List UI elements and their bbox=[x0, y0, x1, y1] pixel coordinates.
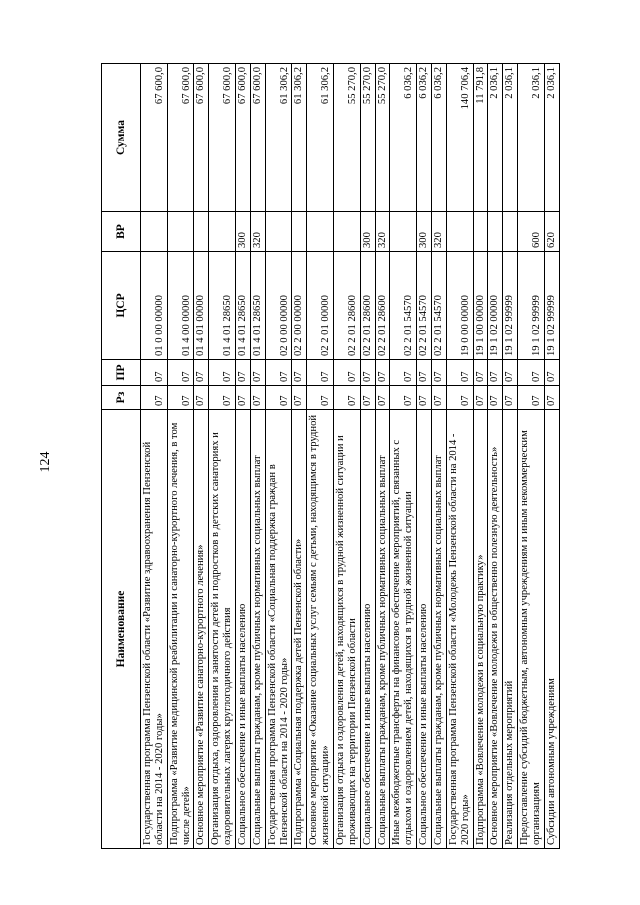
cell-name: Основное мероприятие «Вовлечение молодежи в общественно полезную деятельность» bbox=[488, 410, 503, 849]
cell-vr bbox=[488, 212, 503, 252]
cell-rz: 07 bbox=[432, 386, 447, 410]
cell-sum: 67 600,0 bbox=[194, 64, 209, 212]
cell-sum: 55 270,0 bbox=[360, 64, 375, 212]
cell-pr: 07 bbox=[236, 360, 251, 386]
cell-vr bbox=[194, 212, 209, 252]
cell-sum: 55 270,0 bbox=[375, 64, 390, 212]
cell-sum: 67 600,0 bbox=[209, 64, 236, 212]
cell-vr bbox=[390, 212, 417, 252]
table-row bbox=[360, 64, 375, 849]
cell-sum: 140 706,4 bbox=[446, 64, 473, 212]
cell-pr: 07 bbox=[250, 360, 265, 386]
cell-rz: 07 bbox=[390, 386, 417, 410]
table-row bbox=[518, 64, 545, 849]
cell-vr bbox=[446, 212, 473, 252]
cell-name: Социальные выплаты гражданам, кроме публичных нормативных социальных выплат bbox=[375, 410, 390, 849]
header-vr: ВР bbox=[102, 212, 141, 252]
cell-sum: 67 600,0 bbox=[141, 64, 168, 212]
cell-name: Социальное обеспечение и иные выплаты населению bbox=[417, 410, 432, 849]
cell-pr: 07 bbox=[360, 360, 375, 386]
header-csr: ЦСР bbox=[102, 252, 141, 360]
table-row bbox=[292, 64, 307, 849]
cell-sum: 67 600,0 bbox=[167, 64, 194, 212]
cell-csr: 02 2 00 00000 bbox=[292, 252, 307, 360]
cell-name: Основное мероприятие «Развитие санаторно-курортного лечения» bbox=[194, 410, 209, 849]
cell-vr bbox=[265, 212, 292, 252]
cell-vr bbox=[167, 212, 194, 252]
page-number: 124 bbox=[38, 451, 53, 473]
table-row bbox=[390, 64, 417, 849]
cell-sum: 61 306,2 bbox=[307, 64, 334, 212]
cell-vr: 300 bbox=[417, 212, 432, 252]
cell-vr: 600 bbox=[518, 212, 545, 252]
header-rz: Рз bbox=[102, 386, 141, 410]
cell-pr: 07 bbox=[417, 360, 432, 386]
cell-csr: 01 4 01 00000 bbox=[194, 252, 209, 360]
cell-sum: 55 270,0 bbox=[334, 64, 361, 212]
cell-vr bbox=[141, 212, 168, 252]
table-row bbox=[375, 64, 390, 849]
cell-rz: 07 bbox=[209, 386, 236, 410]
cell-name: Социальные выплаты гражданам, кроме публичных нормативных социальных выплат bbox=[250, 410, 265, 849]
cell-rz: 07 bbox=[488, 386, 503, 410]
cell-name: Организация отдыха и оздоровления детей, находящихся в трудной жизненной ситуации и проживающих на территории Пензенской области bbox=[334, 410, 361, 849]
cell-sum: 2 036,1 bbox=[518, 64, 545, 212]
cell-name: Государственная программа Пензенской области «Развитие здравоохранения Пензенской области на 2014 - 2020 годы» bbox=[141, 410, 168, 849]
cell-rz: 07 bbox=[292, 386, 307, 410]
cell-sum: 2 036,1 bbox=[488, 64, 503, 212]
cell-csr: 02 2 01 28600 bbox=[360, 252, 375, 360]
cell-csr: 02 2 01 54570 bbox=[432, 252, 447, 360]
header-sum: Сумма bbox=[102, 64, 141, 212]
cell-pr: 07 bbox=[334, 360, 361, 386]
cell-sum: 6 036,2 bbox=[417, 64, 432, 212]
cell-name: Подпрограмма «Развитие медицинской реабилитации и санаторно-курортного лечения, в том числе детей» bbox=[167, 410, 194, 849]
cell-csr: 19 1 02 99999 bbox=[518, 252, 545, 360]
cell-name: Реализация отдельных мероприятий bbox=[503, 410, 518, 849]
cell-csr: 01 0 00 00000 bbox=[141, 252, 168, 360]
cell-pr: 07 bbox=[375, 360, 390, 386]
cell-vr: 300 bbox=[236, 212, 251, 252]
cell-vr bbox=[307, 212, 334, 252]
cell-sum: 61 306,2 bbox=[292, 64, 307, 212]
cell-rz: 07 bbox=[360, 386, 375, 410]
cell-vr: 620 bbox=[544, 212, 559, 252]
table-row bbox=[432, 64, 447, 849]
table-row bbox=[307, 64, 334, 849]
table-row bbox=[488, 64, 503, 849]
cell-pr: 07 bbox=[194, 360, 209, 386]
cell-rz: 07 bbox=[167, 386, 194, 410]
table-row bbox=[446, 64, 473, 849]
cell-rz: 07 bbox=[544, 386, 559, 410]
rotated-table-container bbox=[101, 64, 611, 849]
cell-name: Социальное обеспечение и иные выплаты населению bbox=[360, 410, 375, 849]
cell-name: Государственная программа Пензенской области «Молодежь Пензенской области на 2014 - 2020 годы» bbox=[446, 410, 473, 849]
cell-rz: 07 bbox=[417, 386, 432, 410]
cell-rz: 07 bbox=[518, 386, 545, 410]
cell-name: Подпрограмма «Вовлечение молодежи в социальную практику» bbox=[473, 410, 488, 849]
cell-rz: 07 bbox=[334, 386, 361, 410]
cell-vr: 320 bbox=[250, 212, 265, 252]
cell-rz: 07 bbox=[307, 386, 334, 410]
table-row bbox=[503, 64, 518, 849]
cell-name: Предоставление субсидий бюджетным, автономным учреждениям и иным некоммерческим организациям bbox=[518, 410, 545, 849]
table-row bbox=[265, 64, 292, 849]
cell-rz: 07 bbox=[473, 386, 488, 410]
cell-rz: 07 bbox=[194, 386, 209, 410]
table-row bbox=[544, 64, 559, 849]
cell-name: Государственная программа Пензенской области «Социальная поддержка граждан в Пензенской области на 2014 - 2020 годы» bbox=[265, 410, 292, 849]
cell-csr: 01 4 01 28650 bbox=[209, 252, 236, 360]
cell-sum: 67 600,0 bbox=[250, 64, 265, 212]
header-pr: ПР bbox=[102, 360, 141, 386]
cell-csr: 19 1 02 00000 bbox=[488, 252, 503, 360]
cell-sum: 2 036,1 bbox=[503, 64, 518, 212]
header-name: Наименование bbox=[102, 410, 141, 849]
cell-rz: 07 bbox=[265, 386, 292, 410]
cell-name: Социальное обеспечение и иные выплаты населению bbox=[236, 410, 251, 849]
cell-pr: 07 bbox=[265, 360, 292, 386]
cell-csr: 02 2 01 28600 bbox=[375, 252, 390, 360]
cell-csr: 01 4 00 00000 bbox=[167, 252, 194, 360]
cell-name: Организация отдыха, оздоровления и занятости детей и подростков в детских санаториях и оздоровительных лагерях круглогодичного действия bbox=[209, 410, 236, 849]
cell-vr: 300 bbox=[360, 212, 375, 252]
cell-sum: 6 036,2 bbox=[390, 64, 417, 212]
cell-vr bbox=[209, 212, 236, 252]
cell-vr: 320 bbox=[375, 212, 390, 252]
cell-vr bbox=[503, 212, 518, 252]
table-row bbox=[209, 64, 236, 849]
cell-csr: 01 4 01 28650 bbox=[236, 252, 251, 360]
cell-csr: 02 2 01 54570 bbox=[417, 252, 432, 360]
cell-name: Субсидии автономным учреждениям bbox=[544, 410, 559, 849]
cell-name: Подпрограмма «Социальная поддержка детей Пензенской области» bbox=[292, 410, 307, 849]
cell-csr: 19 1 00 00000 bbox=[473, 252, 488, 360]
cell-name: Иные межбюджетные трансферты на финансовое обеспечение мероприятий, связанных с отдыхом и оздоровлением детей, находящихся в трудной жизненной ситуации bbox=[390, 410, 417, 849]
cell-rz: 07 bbox=[503, 386, 518, 410]
table-row bbox=[473, 64, 488, 849]
cell-pr: 07 bbox=[141, 360, 168, 386]
cell-csr: 02 0 00 00000 bbox=[265, 252, 292, 360]
cell-pr: 07 bbox=[473, 360, 488, 386]
cell-pr: 07 bbox=[307, 360, 334, 386]
cell-csr: 02 2 01 00000 bbox=[307, 252, 334, 360]
cell-sum: 6 036,2 bbox=[432, 64, 447, 212]
table-row bbox=[167, 64, 194, 849]
cell-name: Социальные выплаты гражданам, кроме публичных нормативных социальных выплат bbox=[432, 410, 447, 849]
cell-rz: 07 bbox=[446, 386, 473, 410]
cell-csr: 19 0 00 00000 bbox=[446, 252, 473, 360]
cell-vr: 320 bbox=[432, 212, 447, 252]
cell-pr: 07 bbox=[544, 360, 559, 386]
table-row bbox=[417, 64, 432, 849]
cell-vr bbox=[292, 212, 307, 252]
cell-sum: 67 600,0 bbox=[236, 64, 251, 212]
cell-pr: 07 bbox=[209, 360, 236, 386]
cell-pr: 07 bbox=[446, 360, 473, 386]
cell-pr: 07 bbox=[518, 360, 545, 386]
table-row bbox=[236, 64, 251, 849]
cell-rz: 07 bbox=[375, 386, 390, 410]
cell-vr bbox=[473, 212, 488, 252]
cell-pr: 07 bbox=[432, 360, 447, 386]
table-header-row bbox=[102, 64, 141, 849]
cell-rz: 07 bbox=[236, 386, 251, 410]
cell-rz: 07 bbox=[141, 386, 168, 410]
cell-csr: 02 2 01 28600 bbox=[334, 252, 361, 360]
cell-vr bbox=[334, 212, 361, 252]
cell-csr: 01 4 01 28650 bbox=[250, 252, 265, 360]
budget-table bbox=[101, 63, 560, 849]
cell-pr: 07 bbox=[167, 360, 194, 386]
cell-sum: 61 306,2 bbox=[265, 64, 292, 212]
table-row bbox=[141, 64, 168, 849]
cell-pr: 07 bbox=[488, 360, 503, 386]
cell-pr: 07 bbox=[503, 360, 518, 386]
table-row bbox=[194, 64, 209, 849]
cell-sum: 11 791,8 bbox=[473, 64, 488, 212]
table-row bbox=[250, 64, 265, 849]
cell-name: Основное мероприятие «Оказание социальных услуг семьям с детьми, находящимся в трудной жизненной ситуации» bbox=[307, 410, 334, 849]
table-row bbox=[334, 64, 361, 849]
cell-csr: 19 1 02 99999 bbox=[544, 252, 559, 360]
cell-csr: 19 1 02 99999 bbox=[503, 252, 518, 360]
cell-rz: 07 bbox=[250, 386, 265, 410]
cell-pr: 07 bbox=[292, 360, 307, 386]
cell-csr: 02 2 01 54570 bbox=[390, 252, 417, 360]
cell-sum: 2 036,1 bbox=[544, 64, 559, 212]
cell-pr: 07 bbox=[390, 360, 417, 386]
